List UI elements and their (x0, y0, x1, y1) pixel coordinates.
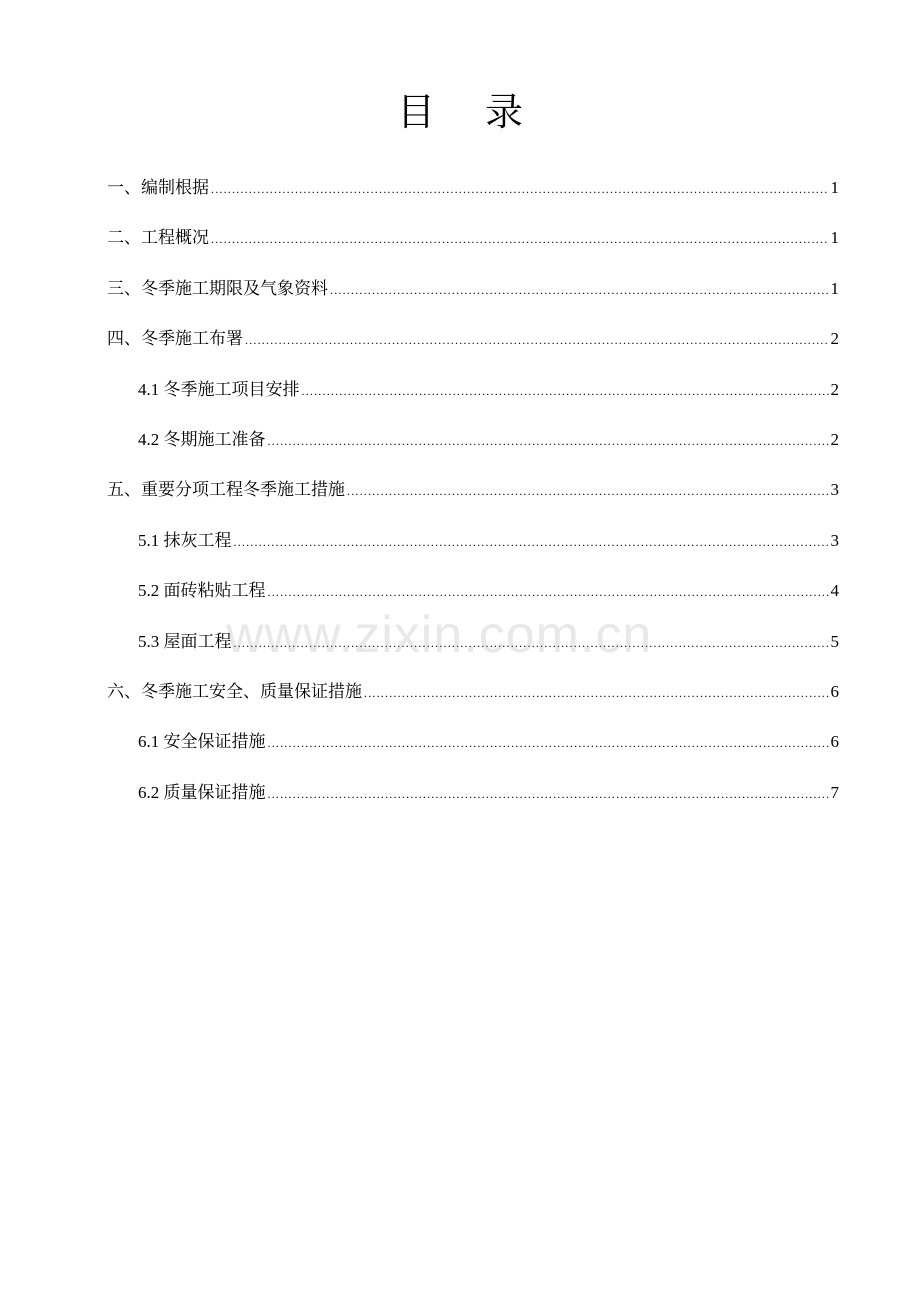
toc-subentry[interactable] (107, 375, 839, 425)
toc-entry-title: 5.1 抹灰工程 (138, 530, 232, 550)
toc-entry-title: 四、冬季施工布署 (107, 329, 243, 349)
watermark-text: www.zixin.com.cn (226, 606, 653, 664)
toc-entry-page: 7 (830, 782, 839, 802)
toc-entry-page: 1 (830, 278, 839, 298)
toc-entry-title: 4.2 冬期施工准备 (138, 429, 266, 449)
toc-subentry[interactable] (107, 425, 839, 475)
toc-entry-page: 3 (830, 530, 839, 550)
toc-title: 目录 (396, 92, 573, 134)
toc-leader-dots (234, 526, 829, 556)
toc-entry[interactable] (107, 274, 839, 324)
toc-subentry[interactable] (107, 727, 839, 777)
toc-entry-title: 三、冬季施工期限及气象资料 (107, 278, 328, 298)
toc-entry-title: 6.1 安全保证措施 (138, 732, 266, 752)
toc-entry-page: 2 (830, 429, 839, 449)
toc-entry-page: 3 (830, 480, 839, 500)
toc-leader-dots (268, 576, 829, 606)
toc-entry-title: 6.2 质量保证措施 (138, 782, 266, 802)
toc-entry-page: 2 (830, 379, 839, 399)
toc-leader-dots (245, 324, 829, 354)
toc-entry-page: 6 (830, 681, 839, 701)
toc-entry-title: 5.2 面砖粘贴工程 (138, 581, 266, 601)
toc-entry-page: 6 (830, 732, 839, 752)
toc-leader-dots (211, 173, 829, 203)
toc-entry-title: 5.3 屋面工程 (138, 631, 232, 651)
toc-leader-dots (234, 627, 829, 657)
toc-leader-dots (268, 727, 829, 757)
toc-entry[interactable] (107, 324, 839, 374)
table-of-contents (107, 173, 839, 828)
toc-entry[interactable] (107, 475, 839, 525)
toc-entry[interactable] (107, 677, 839, 727)
toc-leader-dots (211, 223, 829, 253)
toc-entry-page: 4 (830, 581, 839, 601)
toc-entry-page: 1 (830, 228, 839, 248)
toc-entry-title: 一、编制根据 (107, 178, 209, 197)
toc-subentry[interactable] (107, 778, 839, 828)
toc-leader-dots (347, 475, 829, 505)
toc-subentry[interactable] (107, 526, 839, 576)
toc-entry-title: 4.1 冬季施工项目安排 (138, 379, 300, 399)
toc-leader-dots (330, 274, 829, 304)
toc-leader-dots (268, 425, 829, 455)
toc-subentry[interactable] (107, 576, 839, 626)
toc-leader-dots (364, 677, 829, 707)
toc-entry-page: 1 (830, 178, 839, 197)
toc-entry[interactable] (107, 223, 839, 273)
toc-entry[interactable] (107, 173, 839, 223)
toc-entry-page: 5 (830, 631, 839, 651)
toc-entry-title: 二、工程概况 (107, 228, 209, 248)
toc-leader-dots (268, 778, 829, 808)
toc-leader-dots (302, 375, 829, 405)
toc-entry-title: 六、冬季施工安全、质量保证措施 (107, 681, 362, 701)
toc-entry-title: 五、重要分项工程冬季施工措施 (107, 480, 345, 500)
toc-entry-page: 2 (830, 329, 839, 349)
toc-subentry[interactable] (107, 627, 839, 677)
